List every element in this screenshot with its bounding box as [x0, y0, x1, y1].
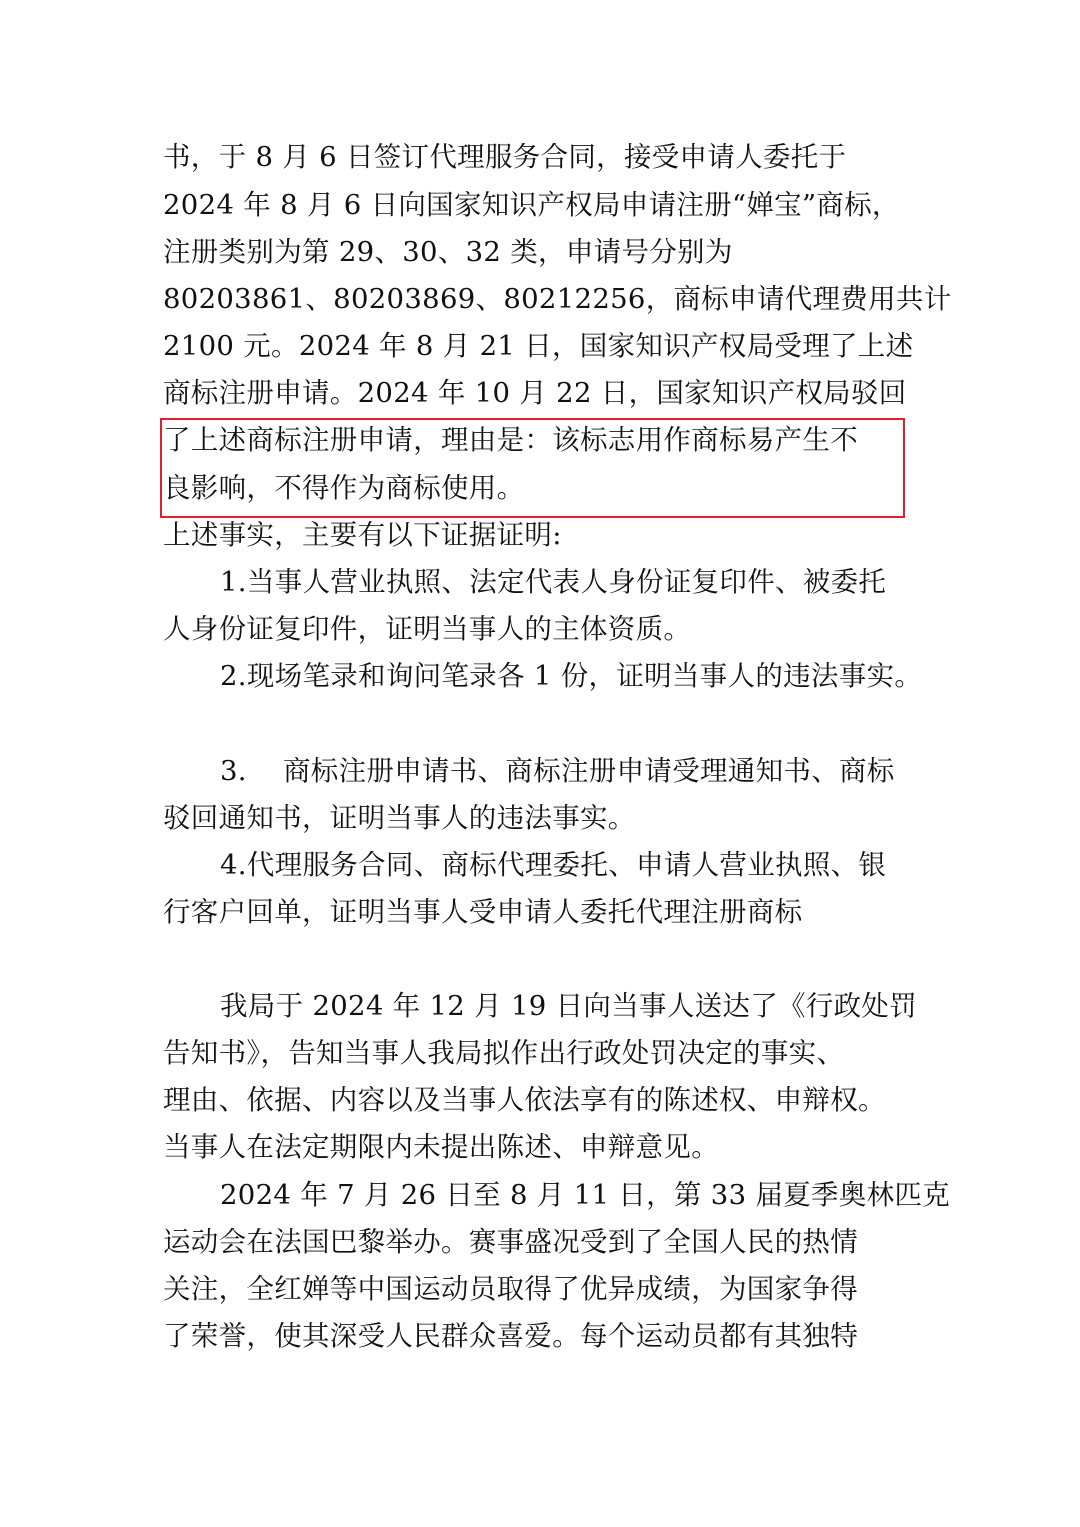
text-line: 关注，全红婵等中国运动员取得了优异成绩，为国家争得	[163, 1273, 858, 1305]
text-line: 书，于 8 月 6 日签订代理服务合同，接受申请人委托于	[163, 141, 847, 173]
evidence-item-2: 2.现场笔录和询问笔录各 1 份，证明当事人的违法事实。	[220, 660, 923, 692]
highlighted-text-line: 良影响，不得作为商标使用。	[163, 472, 525, 504]
text-line: 80203861、80203869、80212256，商标申请代理费用共计	[163, 283, 952, 315]
evidence-intro: 上述事实，主要有以下证据证明:	[163, 519, 562, 551]
highlighted-text-line: 了上述商标注册申请，理由是：该标志用作商标易产生不	[163, 424, 858, 456]
notice-paragraph-start: 我局于 2024 年 12 月 19 日向当事人送达了《行政处罚	[220, 990, 918, 1022]
text-line: 2100 元。2024 年 8 月 21 日，国家知识产权局受理了上述	[163, 330, 914, 362]
evidence-item-4: 4.代理服务合同、商标代理委托、申请人营业执照、银	[220, 849, 887, 881]
text-line: 2024 年 8 月 6 日向国家知识产权局申请注册“婵宝”商标，	[163, 189, 900, 221]
text-line: 了荣誉，使其深受人民群众喜爱。每个运动员都有其独特	[163, 1320, 858, 1352]
text-line: 当事人在法定期限内未提出陈述、申辩意见。	[163, 1131, 719, 1163]
text-line: 驳回通知书，证明当事人的违法事实。	[163, 802, 636, 834]
evidence-item-3: 3. 商标注册申请书、商标注册申请受理通知书、商标	[220, 755, 895, 787]
text-line: 运动会在法国巴黎举办。赛事盛况受到了全国人民的热情	[163, 1226, 858, 1258]
text-line: 理由、依据、内容以及当事人依法享有的陈述权、申辩权。	[163, 1084, 886, 1116]
text-line: 商标注册申请。2024 年 10 月 22 日，国家知识产权局驳回	[163, 377, 907, 409]
text-line: 行客户回单，证明当事人受申请人委托代理注册商标	[163, 896, 803, 928]
text-line: 注册类别为第 29、30、32 类，申请号分别为	[163, 236, 733, 268]
olympics-paragraph-start: 2024 年 7 月 26 日至 8 月 11 日，第 33 届夏季奥林匹克	[220, 1179, 951, 1211]
red-highlight-box	[160, 418, 905, 518]
evidence-item-1: 1.当事人营业执照、法定代表人身份证复印件、被委托	[220, 566, 887, 598]
text-line: 人身份证复印件，证明当事人的主体资质。	[163, 613, 692, 645]
text-line: 告知书》，告知当事人我局拟作出行政处罚决定的事实、	[163, 1037, 845, 1069]
